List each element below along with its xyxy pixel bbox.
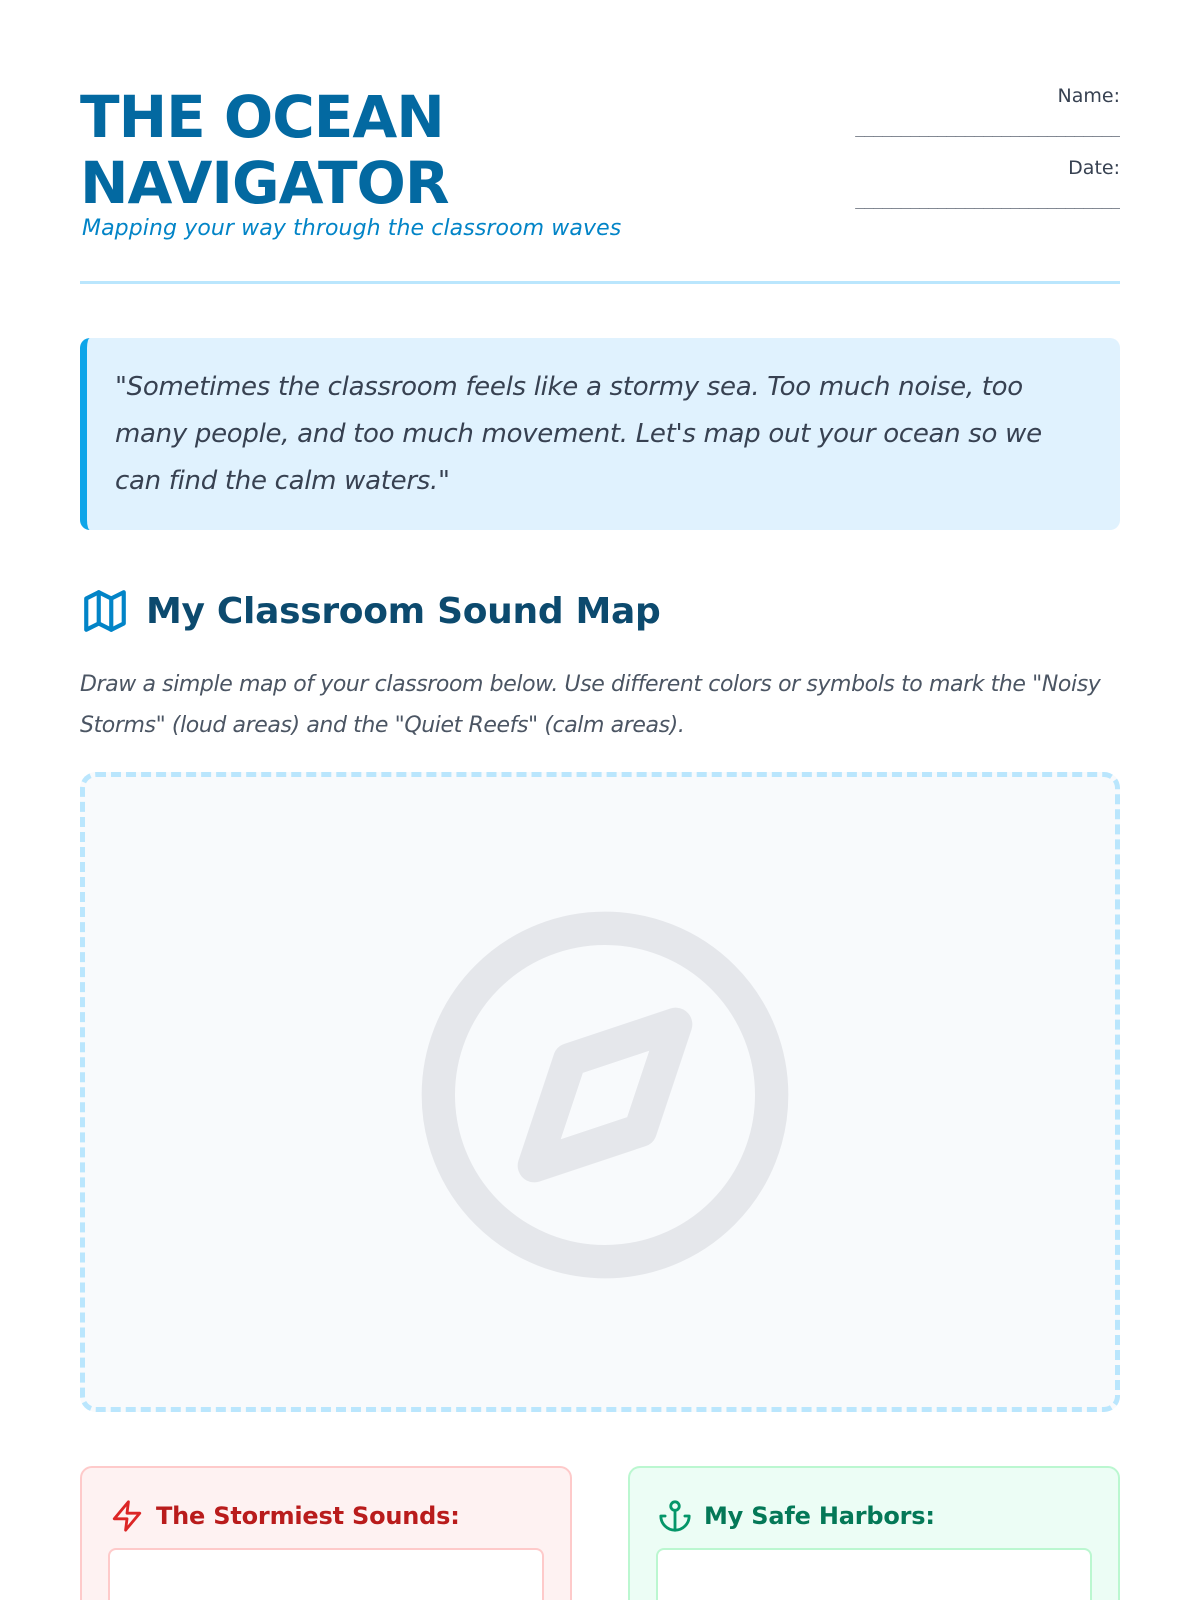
safe-harbors-heading — [658, 1496, 1090, 1536]
worksheet-header — [80, 84, 1120, 284]
page-title — [80, 84, 680, 216]
stormiest-sounds-heading — [110, 1496, 542, 1536]
header-divider — [80, 281, 1120, 284]
stormiest-sounds-answer-box[interactable] — [108, 1548, 544, 1600]
intro-quote — [80, 338, 1120, 530]
name-field[interactable]: _____________________________ — [855, 118, 1120, 137]
student-fields — [800, 84, 1120, 228]
worksheet-page — [80, 0, 1120, 1600]
stormiest-sounds-title: The Stormiest Sounds: — [156, 1502, 460, 1530]
quote-text: "Sometimes the classroom feels like a stormy sea. Too much noise, too many people, and too much movement. Let's map out your ocean so we can find the calm waters." — [115, 372, 1042, 496]
page-subtitle: Mapping your way through the classroom waves — [82, 216, 622, 241]
section-title: My Classroom Sound Map — [146, 590, 661, 632]
title-line-2: NAVIGATOR — [80, 149, 449, 217]
sound-map-heading — [80, 586, 661, 636]
compass-icon — [405, 895, 805, 1295]
lightning-icon — [110, 1499, 144, 1533]
date-field[interactable]: _____________________________ — [855, 190, 1120, 209]
name-label: Name: — [1057, 85, 1120, 107]
map-icon — [80, 586, 130, 636]
stormiest-sounds-card — [80, 1466, 572, 1600]
date-label: Date: — [1068, 157, 1120, 179]
drawing-area[interactable] — [80, 772, 1120, 1412]
sound-map-instructions: Draw a simple map of your classroom below. Use different colors or symbols to mark the "Noisy Storms" (loud areas) and the "Quiet Reefs" (calm areas). — [80, 672, 1101, 738]
safe-harbors-title: My Safe Harbors: — [704, 1502, 935, 1530]
anchor-icon — [658, 1499, 692, 1533]
title-line-1: THE OCEAN — [80, 83, 444, 151]
safe-harbors-card — [628, 1466, 1120, 1600]
safe-harbors-answer-box[interactable] — [656, 1548, 1092, 1600]
